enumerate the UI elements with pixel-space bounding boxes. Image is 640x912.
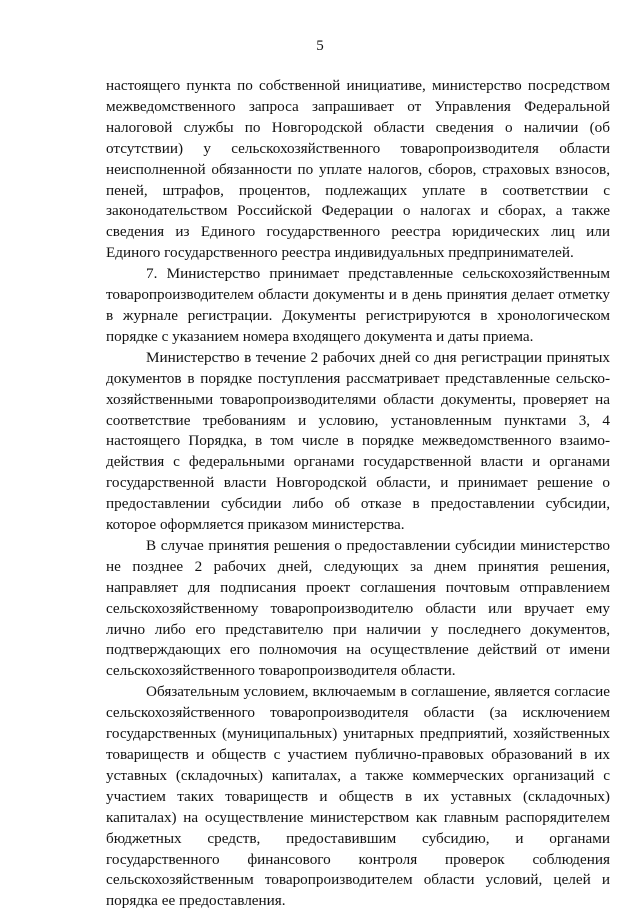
page-number: 5	[316, 38, 324, 54]
paragraph-mandatory-condition: Обязательным условием, включаемым в соглашение, является согласие сельскохозяйственного товаропроизводителя области (за исключением государственных (муниципальных) унитарных предприятий, хозяйственных товариществ и обществ с участием публично-правовых образований в их уставных (складочных) капиталах, а также коммерческих организаций с участием таких товариществ и обществ в их уставных (складочных) капиталах) на осуществление министерством как главным распорядителем бюджетных средств, предоставившим субсидию, и органами государственного финансового контроля проверок соблюдения сельскохозяйственным товаропроизводителем области условий, целей и порядка ее предоставления.	[106, 683, 610, 910]
paragraph-item-7: 7. Министерство принимает представленные сельскохозяйственным товаропроизводителем области документы и в день принятия делает отметку в журнале регистрации. Документы регистрируются в хронологическом порядке с указанием номера входящего документа и даты приема.	[106, 265, 610, 345]
document-body	[106, 76, 610, 912]
paragraph-agreement-sending: В случае принятия решения о предоставлении субсидии министерство не позднее 2 рабочих дней, следующих за днем принятия решения, направляет для подписания проект соглашения почтовым отправлением сельскохозяйственному товаропроизводителю области или вручает ему лично либо его представителю при наличии у последнего документов, подтверждающих его полномочия на осуществление действий от имени сельскохозяйственного товаропроизводителя области.	[106, 536, 610, 680]
paragraph-review-documents: Министерство в течение 2 рабочих дней со дня регистрации принятых документов в порядке поступления рассматривает представленные сельскохозяйственными товаропроизводителями области документы, проверяет на соответствие требованиям и условию, установленным пунктами 3, 4 настоящего Порядка, в том числе в порядке межведомственного взаимодействия с федеральными органами государственной власти и органами государственной власти Новгородской области, и принимает решение о предоставлении субсидии либо об отказе в предоставлении субсидии, которое оформляется приказом министерства.	[106, 348, 610, 534]
paragraph-continuation: настоящего пункта по собственной инициативе, министерство посредством межведомственного запроса запрашивает от Управления Федеральной налоговой службы по Новгородской области сведения о наличии (об отсутствии) у сельскохозяйственного товаропроизводителя области неисполненной обязанности по уплате налогов, сборов, страховых взносов, пеней, штрафов, процентов, подлежащих уплате в соответствии с законодательством Российской Федерации о налогах и сборах, а также сведения из Единого государственного реестра юридических лиц или Единого государственного реестра индивидуальных предпринимателей.	[106, 77, 610, 262]
